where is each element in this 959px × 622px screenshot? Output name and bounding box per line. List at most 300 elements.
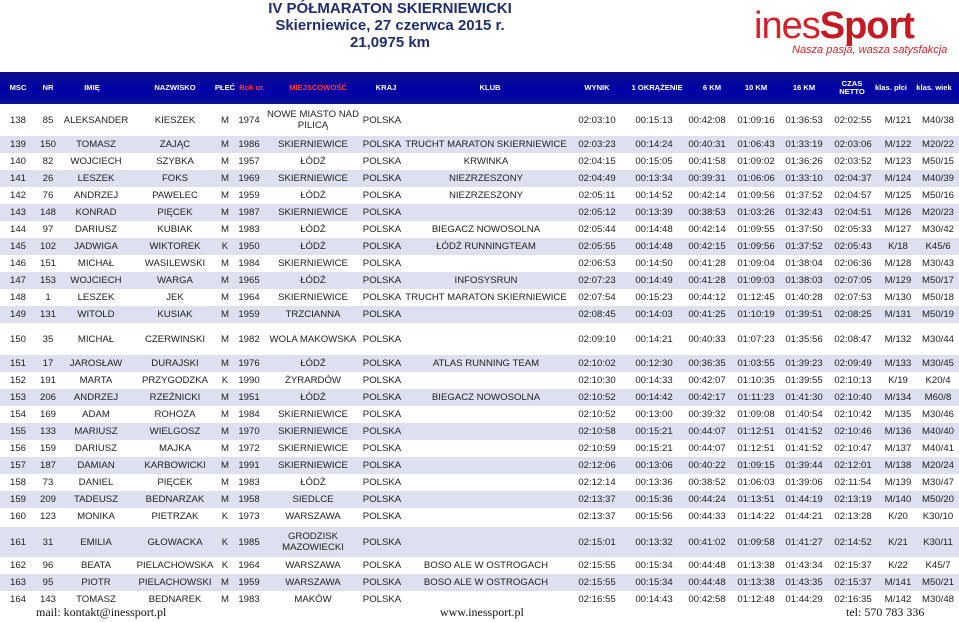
cell-km10: 01:09:02 xyxy=(737,156,775,167)
cell-miejscowosc: ŁÓDŹ xyxy=(300,241,326,252)
cell-km6: 00:38:52 xyxy=(688,477,726,488)
cell-kraj: POLSKA xyxy=(362,460,402,471)
cell-netto: 02:06:36 xyxy=(834,258,872,269)
cell-miejscowosc: SKIERNIEWICE xyxy=(278,258,348,269)
cell-km6: 00:41:25 xyxy=(688,309,726,320)
cell-netto: 02:08:25 xyxy=(834,309,872,320)
cell-plec: M xyxy=(221,275,229,286)
cell-wynik: 02:04:49 xyxy=(578,173,616,184)
cell-miejscowosc: SKIERNIEWICE xyxy=(278,207,348,218)
cell-msc: 142 xyxy=(9,190,26,201)
column-header-czas-netto: CZAS NETTO xyxy=(839,79,865,96)
cell-kw: M50/21 xyxy=(922,577,954,588)
table-row xyxy=(0,272,959,289)
cell-km10: 01:06:43 xyxy=(737,139,775,150)
cell-kraj: POLSKA xyxy=(362,392,402,403)
cell-rok: 1959 xyxy=(238,190,260,201)
cell-kw: M50/19 xyxy=(922,309,954,320)
cell-kw: M40/41 xyxy=(922,443,954,454)
cell-nazwisko: FOKS xyxy=(161,173,189,184)
cell-wynik: 02:10:30 xyxy=(578,375,616,386)
cell-klub: ATLAS RUNNING TEAM xyxy=(432,358,540,369)
cell-kraj: POLSKA xyxy=(362,511,402,522)
cell-wynik: 02:05:44 xyxy=(578,224,616,235)
cell-klub xyxy=(404,527,568,557)
cell-nr: 123 xyxy=(39,511,56,522)
cell-kp: M/129 xyxy=(884,275,912,286)
cell-rok: 1958 xyxy=(238,494,260,505)
cell-km10: 01:09:16 xyxy=(737,114,775,126)
cell-nazwisko: WIKTOREK xyxy=(149,241,201,252)
cell-wynik: 02:06:53 xyxy=(578,258,616,269)
cell-km6: 00:39:32 xyxy=(688,409,726,420)
column-header-klas-wiek: klas. wiek xyxy=(916,83,952,92)
cell-imie: LESZEK xyxy=(77,173,115,184)
cell-kw: K20/4 xyxy=(925,375,951,386)
cell-netto: 02:04:57 xyxy=(834,190,872,201)
cell-imie: DANIEL xyxy=(78,477,114,488)
cell-imie: PIOTR xyxy=(81,577,111,588)
cell-nr: 73 xyxy=(42,477,54,488)
cell-kp: M/135 xyxy=(884,409,912,420)
cell-miejscowosc: ŁÓDŹ xyxy=(300,275,326,286)
cell-kw: M40/39 xyxy=(922,173,954,184)
cell-wynik: 02:08:45 xyxy=(578,309,616,320)
table-row xyxy=(0,557,959,574)
cell-kp: M/122 xyxy=(884,139,912,150)
cell-kp: M/121 xyxy=(884,114,912,126)
cell-nr: 97 xyxy=(42,224,54,235)
column-header-imię: IMIĘ xyxy=(84,83,100,92)
cell-nr: 82 xyxy=(42,156,54,167)
cell-wynik: 02:10:59 xyxy=(578,443,616,454)
cell-rok: 1965 xyxy=(238,275,260,286)
cell-netto: 02:12:01 xyxy=(834,460,872,471)
cell-netto: 02:08:47 xyxy=(834,333,872,345)
cell-rok: 1984 xyxy=(238,258,260,269)
cell-km10: 01:14:22 xyxy=(737,511,775,522)
cell-msc: 149 xyxy=(9,309,26,320)
cell-msc: 148 xyxy=(9,292,26,303)
cell-msc: 161 xyxy=(9,536,26,548)
cell-nr: 159 xyxy=(39,443,56,454)
cell-imie: DAMIAN xyxy=(77,460,115,471)
cell-nazwisko: WIELGOSZ xyxy=(149,426,201,437)
cell-km10: 01:09:03 xyxy=(737,275,775,286)
cell-kw: K45/7 xyxy=(925,560,951,571)
cell-msc: 145 xyxy=(9,241,26,252)
cell-wynik: 02:10:52 xyxy=(578,392,616,403)
cell-klub: NIEZRZESZONY xyxy=(448,173,524,184)
cell-imie: JAROSŁAW xyxy=(69,358,123,369)
cell-rok: 1974 xyxy=(238,114,260,126)
cell-plec: M xyxy=(221,477,229,488)
cell-kw: M50/17 xyxy=(922,275,954,286)
cell-km10: 01:06:03 xyxy=(737,477,775,488)
cell-nr: 191 xyxy=(39,375,56,386)
cell-nazwisko: BEDNAREK xyxy=(148,594,202,605)
table-row xyxy=(0,491,959,508)
logo-part-sport: Sport xyxy=(819,5,914,47)
cell-okr: 00:13:00 xyxy=(635,409,673,420)
cell-netto: 02:05:43 xyxy=(834,241,872,252)
cell-km10: 01:13:38 xyxy=(737,560,775,571)
cell-okr: 00:14:43 xyxy=(635,594,673,605)
cell-km10: 01:07:23 xyxy=(737,333,775,345)
cell-km10: 01:03:26 xyxy=(737,207,775,218)
cell-nazwisko: SZYBKA xyxy=(156,156,194,167)
cell-kraj: POLSKA xyxy=(362,258,402,269)
cell-plec: M xyxy=(221,443,229,454)
cell-klub: NIEZRZESZONY xyxy=(448,190,524,201)
cell-imie: KONRAD xyxy=(75,207,117,218)
cell-okr: 00:13:36 xyxy=(635,477,673,488)
column-header-wynik: WYNIK xyxy=(584,83,610,92)
logo-part-ines: ines xyxy=(754,5,820,47)
cell-kraj: POLSKA xyxy=(362,358,402,369)
cell-nr: 206 xyxy=(39,392,56,403)
cell-nr: 148 xyxy=(39,207,56,218)
cell-klub: TRUCHT MARATON SKIERNIEWICE xyxy=(405,292,567,303)
cell-klub xyxy=(404,474,568,491)
cell-nr: 169 xyxy=(39,409,56,420)
cell-kw: M20/24 xyxy=(922,460,954,471)
cell-kp: M/126 xyxy=(884,207,912,218)
table-row xyxy=(0,423,959,440)
cell-km16: 01:41:52 xyxy=(785,426,823,437)
cell-plec: M xyxy=(221,292,229,303)
cell-nazwisko: WASILEWSKI xyxy=(144,258,206,269)
cell-km10: 01:10:35 xyxy=(737,375,775,386)
table-row xyxy=(0,574,959,591)
cell-plec: K xyxy=(221,241,229,252)
cell-kraj: POLSKA xyxy=(362,494,402,505)
cell-okr: 00:14:03 xyxy=(635,309,673,320)
cell-imie: WITOLD xyxy=(77,309,115,320)
cell-kw: M30/43 xyxy=(922,258,954,269)
cell-km6: 00:36:35 xyxy=(688,358,726,369)
cell-kraj: POLSKA xyxy=(362,275,402,286)
cell-okr: 00:14:48 xyxy=(635,224,673,235)
cell-kw: M30/47 xyxy=(922,477,954,488)
cell-nr: 76 xyxy=(42,190,54,201)
cell-netto: 02:10:40 xyxy=(834,392,872,403)
table-row xyxy=(0,527,959,557)
cell-klub xyxy=(404,306,568,323)
cell-nazwisko: KUBIAK xyxy=(157,224,193,235)
cell-plec: M xyxy=(221,190,229,201)
cell-plec: M xyxy=(221,494,229,505)
cell-nr: 151 xyxy=(39,258,56,269)
cell-msc: 144 xyxy=(9,224,26,235)
cell-wynik: 02:05:11 xyxy=(578,190,616,201)
cell-imie: MARTA xyxy=(79,375,113,386)
cell-wynik: 02:05:55 xyxy=(578,241,616,252)
cell-nazwisko: WARGA xyxy=(157,275,193,286)
cell-miejscowosc: GRODZISK MAZOWIECKI xyxy=(282,531,344,553)
cell-kw: K30/10 xyxy=(922,511,954,522)
column-header-1-okrążenie: 1 OKRĄŻENIE xyxy=(631,83,683,92)
cell-km6: 00:39:31 xyxy=(688,173,726,184)
cell-msc: 156 xyxy=(9,443,26,454)
cell-km16: 01:35:56 xyxy=(785,333,823,345)
cell-okr: 00:14:50 xyxy=(635,258,673,269)
cell-kp: M/132 xyxy=(884,333,912,345)
cell-km16: 01:36:26 xyxy=(785,156,823,167)
cell-km16: 01:41:52 xyxy=(785,443,823,454)
cell-kraj: POLSKA xyxy=(362,560,402,571)
cell-miejscowosc: ŁÓDŹ xyxy=(300,358,326,369)
cell-wynik: 02:10:02 xyxy=(578,358,616,369)
cell-km10: 01:06:06 xyxy=(737,173,775,184)
cell-klub: TRUCHT MARATON SKIERNIEWICE xyxy=(405,139,567,150)
cell-km6: 00:44:07 xyxy=(688,426,726,437)
cell-msc: 159 xyxy=(9,494,26,505)
cell-kp: M/140 xyxy=(884,494,912,505)
column-header-miejscowość: MIEJSCOWOŚĆ xyxy=(289,83,347,92)
cell-okr: 00:14:49 xyxy=(635,275,673,286)
table-row xyxy=(0,153,959,170)
cell-okr: 00:14:42 xyxy=(635,392,673,403)
cell-netto: 02:09:49 xyxy=(834,358,872,369)
cell-imie: ADAM xyxy=(82,409,110,420)
cell-km16: 01:37:52 xyxy=(785,190,823,201)
cell-rok: 1983 xyxy=(238,594,260,605)
cell-plec: M xyxy=(221,156,229,167)
cell-rok: 1983 xyxy=(238,224,260,235)
column-header-nazwisko: NAZWISKO xyxy=(154,83,196,92)
table-row xyxy=(0,238,959,255)
cell-rok: 1987 xyxy=(238,207,260,218)
cell-kp: K/22 xyxy=(888,560,908,571)
cell-okr: 00:12:30 xyxy=(635,358,673,369)
cell-msc: 141 xyxy=(9,173,26,184)
column-header-bar xyxy=(0,72,959,104)
cell-kp: M/125 xyxy=(884,190,912,201)
cell-netto: 02:04:37 xyxy=(834,173,872,184)
cell-klub: KRWINKA xyxy=(463,156,509,167)
cell-kraj: POLSKA xyxy=(362,114,402,126)
cell-kw: M30/42 xyxy=(922,224,954,235)
cell-km6: 00:44:12 xyxy=(688,292,726,303)
cell-wynik: 02:03:23 xyxy=(578,139,616,150)
cell-wynik: 02:12:14 xyxy=(578,477,616,488)
cell-kraj: POLSKA xyxy=(362,409,402,420)
cell-plec: K xyxy=(221,511,229,522)
cell-klub xyxy=(404,255,568,272)
cell-wynik: 02:13:37 xyxy=(578,494,616,505)
cell-kp: M/137 xyxy=(884,443,912,454)
cell-wynik: 02:10:52 xyxy=(578,409,616,420)
cell-msc: 158 xyxy=(9,477,26,488)
cell-km16: 01:33:10 xyxy=(785,173,823,184)
cell-miejscowosc: WARSZAWA xyxy=(285,577,341,588)
cell-rok: 1985 xyxy=(238,536,260,548)
cell-okr: 00:15:21 xyxy=(635,443,673,454)
cell-kw: M30/48 xyxy=(922,594,954,605)
cell-rok: 1964 xyxy=(238,292,260,303)
cell-km16: 01:40:54 xyxy=(785,409,823,420)
cell-miejscowosc: SKIERNIEWICE xyxy=(278,409,348,420)
cell-kraj: POLSKA xyxy=(362,190,402,201)
cell-plec: M xyxy=(221,173,229,184)
cell-km6: 00:44:07 xyxy=(688,443,726,454)
table-row xyxy=(0,170,959,187)
cell-imie: TOMASZ xyxy=(76,594,116,605)
cell-km10: 01:09:08 xyxy=(737,409,775,420)
column-header-nr: NR xyxy=(42,83,54,92)
logo-tagline: Nasza pasja, wasza satysfakcja xyxy=(792,44,948,56)
cell-miejscowosc: SKIERNIEWICE xyxy=(278,460,348,471)
cell-nr: 96 xyxy=(42,560,54,571)
cell-km16: 01:37:50 xyxy=(785,224,823,235)
table-row xyxy=(0,474,959,491)
cell-okr: 00:15:21 xyxy=(635,426,673,437)
cell-rok: 1959 xyxy=(238,577,260,588)
cell-netto: 02:04:51 xyxy=(834,207,872,218)
table-row xyxy=(0,325,959,353)
cell-km6: 00:42:15 xyxy=(688,241,726,252)
cell-km16: 01:43:34 xyxy=(785,560,823,571)
column-header-kraj: KRAJ xyxy=(375,83,397,92)
cell-nr: 150 xyxy=(39,139,56,150)
cell-rok: 1969 xyxy=(238,173,260,184)
cell-wynik: 02:13:37 xyxy=(578,511,616,522)
cell-netto: 02:03:06 xyxy=(834,139,872,150)
cell-miejscowosc: SKIERNIEWICE xyxy=(278,139,348,150)
cell-miejscowosc: SKIERNIEWICE xyxy=(278,173,348,184)
cell-klub xyxy=(404,508,568,525)
cell-miejscowosc: NOWE MIASTO NAD PILICĄ xyxy=(266,109,360,131)
cell-kp: M/138 xyxy=(884,460,912,471)
cell-klub xyxy=(404,104,568,136)
cell-netto: 02:10:42 xyxy=(834,409,872,420)
cell-kraj: POLSKA xyxy=(362,477,402,488)
cell-km10: 01:09:04 xyxy=(737,258,775,269)
cell-wynik: 02:04:15 xyxy=(578,156,616,167)
table-row xyxy=(0,406,959,423)
cell-kraj: POLSKA xyxy=(362,207,402,218)
cell-kraj: POLSKA xyxy=(362,292,402,303)
cell-km10: 01:09:58 xyxy=(737,536,775,548)
cell-rok: 1959 xyxy=(238,309,260,320)
cell-miejscowosc: ŁÓDŹ xyxy=(300,392,326,403)
cell-plec: M xyxy=(221,309,229,320)
cell-msc: 139 xyxy=(9,139,26,150)
cell-km10: 01:03:55 xyxy=(737,358,775,369)
cell-nazwisko: PIETRZAK xyxy=(151,511,199,522)
cell-nazwisko: RZEŹNICKI xyxy=(149,392,201,403)
cell-plec: M xyxy=(221,258,229,269)
cell-msc: 164 xyxy=(9,594,26,605)
cell-imie: MARIUSZ xyxy=(74,426,118,437)
cell-okr: 00:15:36 xyxy=(635,494,673,505)
column-header-płeć: PŁEĆ xyxy=(214,83,236,92)
table-row xyxy=(0,508,959,525)
cell-msc: 157 xyxy=(9,460,26,471)
cell-kraj: POLSKA xyxy=(362,173,402,184)
cell-imie: MICHAŁ xyxy=(77,258,115,269)
cell-okr: 00:15:05 xyxy=(635,156,673,167)
event-header xyxy=(220,0,560,51)
cell-km6: 00:42:08 xyxy=(688,114,726,126)
cell-plec: K xyxy=(221,536,229,548)
cell-plec: M xyxy=(221,426,229,437)
table-row xyxy=(0,457,959,474)
cell-kp: K/18 xyxy=(888,241,908,252)
cell-imie: LESZEK xyxy=(77,292,115,303)
cell-netto: 02:10:46 xyxy=(834,426,872,437)
cell-kraj: POLSKA xyxy=(362,224,402,235)
event-place-date: Skierniewice, 27 czerwca 2015 r. xyxy=(275,17,505,34)
table-row xyxy=(0,372,959,389)
cell-rok: 1972 xyxy=(238,443,260,454)
cell-kw: M40/40 xyxy=(922,426,954,437)
cell-imie: WOJCIECH xyxy=(70,275,122,286)
cell-km6: 00:44:33 xyxy=(688,511,726,522)
table-row xyxy=(0,306,959,323)
table-row xyxy=(0,255,959,272)
cell-km10: 01:13:51 xyxy=(737,494,775,505)
cell-nr: 102 xyxy=(39,241,56,252)
cell-imie: EMILIA xyxy=(80,536,112,548)
cell-km10: 01:12:51 xyxy=(737,443,775,454)
cell-nr: 35 xyxy=(42,333,54,345)
cell-plec: K xyxy=(221,560,229,571)
cell-km6: 00:42:58 xyxy=(688,594,726,605)
cell-okr: 00:14:21 xyxy=(635,333,673,345)
cell-nazwisko: PIĘCEK xyxy=(157,207,193,218)
cell-km10: 01:09:56 xyxy=(737,241,775,252)
cell-netto: 02:11:54 xyxy=(834,477,872,488)
column-header-10-km: 10 KM xyxy=(744,83,768,92)
cell-plec: M xyxy=(221,114,229,126)
cell-msc: 163 xyxy=(9,577,26,588)
table-row xyxy=(0,289,959,306)
cell-wynik: 02:07:23 xyxy=(578,275,616,286)
cell-plec: M xyxy=(221,139,229,150)
cell-imie: ANDRZEJ xyxy=(73,190,119,201)
cell-miejscowosc: SKIERNIEWICE xyxy=(278,443,348,454)
cell-nazwisko: PIĘCEK xyxy=(157,477,193,488)
cell-kp: M/141 xyxy=(884,577,912,588)
cell-plec: M xyxy=(221,460,229,471)
cell-msc: 151 xyxy=(9,358,26,369)
cell-plec: M xyxy=(221,577,229,588)
cell-km16: 01:44:19 xyxy=(785,494,823,505)
table-row xyxy=(0,204,959,221)
cell-klub xyxy=(404,457,568,474)
cell-okr: 00:14:33 xyxy=(635,375,673,386)
cell-nr: 31 xyxy=(42,536,54,548)
cell-km16: 01:39:44 xyxy=(785,460,823,471)
cell-km10: 01:12:45 xyxy=(737,292,775,303)
cell-netto: 02:07:53 xyxy=(834,292,872,303)
table-row xyxy=(0,221,959,238)
column-header-6-km: 6 KM xyxy=(702,83,722,92)
cell-klub xyxy=(404,491,568,508)
cell-netto: 02:03:52 xyxy=(834,156,872,167)
cell-klub xyxy=(404,325,568,353)
cell-plec: M xyxy=(221,224,229,235)
cell-msc: 147 xyxy=(9,275,26,286)
cell-nr: 133 xyxy=(39,426,56,437)
cell-kw: M30/46 xyxy=(922,409,954,420)
cell-plec: M xyxy=(221,358,229,369)
cell-kw: M40/38 xyxy=(922,114,954,126)
cell-kraj: POLSKA xyxy=(362,536,402,548)
cell-km16: 01:41:30 xyxy=(785,392,823,403)
